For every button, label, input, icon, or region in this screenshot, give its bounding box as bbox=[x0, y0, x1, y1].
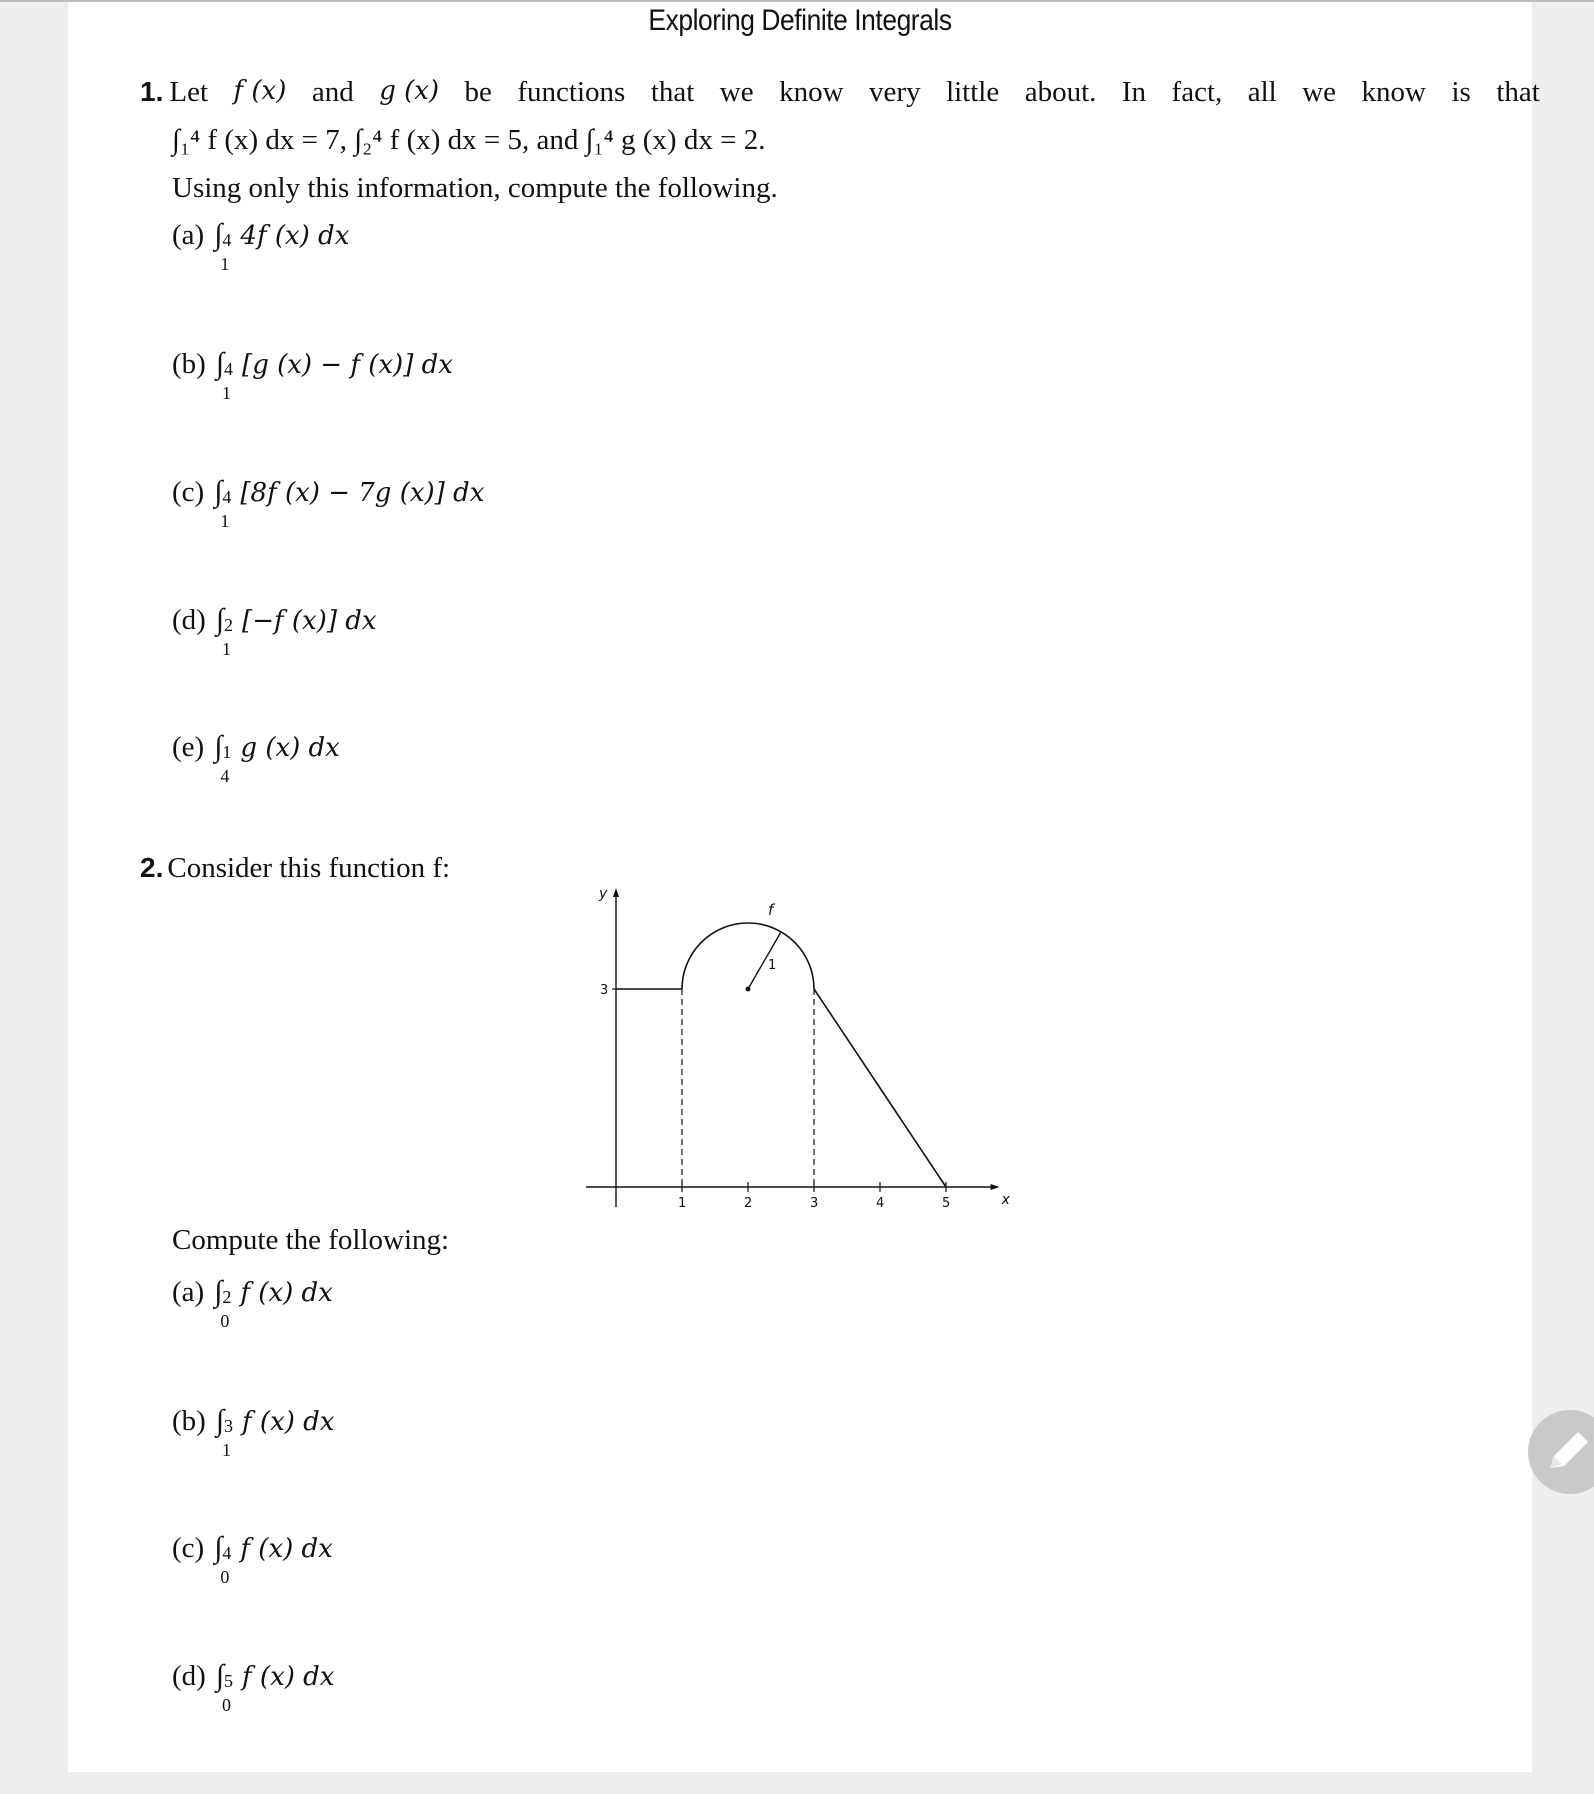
function-graph bbox=[586, 882, 1088, 1212]
part-label: (d) bbox=[172, 604, 206, 636]
q1-part-c bbox=[172, 475, 485, 531]
part-label: (e) bbox=[172, 731, 205, 763]
q1-intro-word: very bbox=[869, 76, 921, 108]
x-tick-label: 2 bbox=[744, 1196, 753, 1211]
q1-intro-word: g (x) bbox=[379, 76, 440, 106]
q1-intro-word: little bbox=[946, 76, 1000, 108]
lower-limit: 4 bbox=[220, 766, 230, 786]
upper-limit: 4 bbox=[222, 487, 232, 507]
part-label: (b) bbox=[172, 1405, 206, 1437]
q1-intro-word: is bbox=[1451, 76, 1471, 108]
q1-intro-word: and bbox=[311, 76, 354, 108]
pencil-icon bbox=[1540, 1424, 1594, 1480]
integrand: [g (x) − f (x)] dx bbox=[242, 350, 453, 380]
lower-limit: 1 bbox=[222, 1440, 232, 1460]
q1-intro-line bbox=[140, 76, 1540, 109]
part-label: (d) bbox=[172, 1660, 206, 1692]
integrand: g (x) dx bbox=[240, 733, 340, 763]
upper-limit: 2 bbox=[224, 615, 234, 635]
integral-sign: ∫ bbox=[215, 1404, 225, 1437]
q2-part-c bbox=[172, 1531, 333, 1587]
integrand: f (x) dx bbox=[242, 1407, 335, 1437]
lower-limit: 0 bbox=[222, 1695, 232, 1715]
lower-limit: 0 bbox=[220, 1311, 230, 1331]
upper-limit: 5 bbox=[224, 1671, 234, 1691]
page-title: Exploring Definite Integrals bbox=[648, 4, 952, 37]
q1-given-integrals: ∫₁⁴ f (x) dx = 7, ∫₂⁴ f (x) dx = 5, and ∫₁⁴ g (x) dx = 2. bbox=[172, 124, 766, 156]
q1-intro-word: fact, bbox=[1171, 76, 1223, 108]
integrand: [−f (x)] dx bbox=[242, 606, 377, 636]
x-tick-label: 4 bbox=[876, 1196, 885, 1211]
q2-part-d bbox=[172, 1659, 335, 1715]
integral-sign: ∫ bbox=[214, 730, 223, 763]
x-tick-label: 5 bbox=[942, 1196, 951, 1211]
q1-part-a bbox=[172, 218, 350, 274]
upper-limit: 4 bbox=[222, 1543, 232, 1563]
q1-intro-word: Let bbox=[169, 76, 209, 108]
integral-sign: ∫ bbox=[215, 603, 225, 636]
integral-sign: ∫ bbox=[214, 218, 223, 251]
q1-intro-word: f (x) bbox=[233, 76, 287, 106]
upper-limit: 1 bbox=[222, 742, 232, 762]
upper-limit: 3 bbox=[224, 1416, 234, 1436]
y-axis-label: y bbox=[599, 886, 608, 902]
part-label: (a) bbox=[172, 219, 205, 251]
edit-button[interactable] bbox=[1528, 1410, 1594, 1494]
integral-sign: ∫ bbox=[214, 475, 223, 508]
upper-limit: 2 bbox=[222, 1287, 232, 1307]
radius-label: 1 bbox=[768, 958, 777, 973]
x-axis-label: x bbox=[1001, 1192, 1010, 1208]
integrand: f (x) dx bbox=[240, 1534, 333, 1564]
q2-intro-text: Consider this function f: bbox=[167, 852, 451, 884]
part-label: (c) bbox=[172, 476, 205, 508]
integral-sign: ∫ bbox=[214, 1531, 223, 1564]
lower-limit: 1 bbox=[222, 383, 232, 403]
integral-sign: ∫ bbox=[214, 1275, 223, 1308]
q1-intro-word: In bbox=[1121, 76, 1147, 108]
lower-limit: 1 bbox=[220, 511, 230, 531]
q1-intro-word: be bbox=[464, 76, 492, 108]
part-label: (b) bbox=[172, 348, 206, 380]
integral-sign: ∫ bbox=[215, 347, 225, 380]
q2-number: 2. bbox=[140, 852, 164, 883]
integrand: f (x) dx bbox=[240, 1278, 333, 1308]
lower-limit: 1 bbox=[220, 254, 230, 274]
q1-intro-word: about. bbox=[1024, 76, 1097, 108]
part-label: (c) bbox=[172, 1532, 205, 1564]
q1-instruction: Using only this information, compute the following. bbox=[172, 172, 778, 204]
integrand: f (x) dx bbox=[242, 1662, 335, 1692]
part-label: (a) bbox=[172, 1276, 205, 1308]
q1-intro-word: that bbox=[1496, 76, 1540, 108]
function-label: f bbox=[768, 901, 774, 919]
q2-part-a bbox=[172, 1275, 333, 1331]
q1-intro-word: we bbox=[719, 76, 754, 108]
document-page bbox=[68, 2, 1540, 1772]
q1-intro-word: know bbox=[1361, 76, 1426, 108]
lower-limit: 1 bbox=[222, 639, 232, 659]
q1-intro-word: functions bbox=[517, 76, 626, 108]
x-tick-label: 1 bbox=[678, 1196, 687, 1211]
q1-part-b bbox=[172, 347, 453, 403]
q2-intro bbox=[140, 852, 450, 885]
q1-intro-word: that bbox=[650, 76, 695, 108]
x-axis-arrow bbox=[991, 1184, 1000, 1190]
lower-limit: 0 bbox=[220, 1567, 230, 1587]
q1-intro-word: we bbox=[1302, 76, 1337, 108]
upper-limit: 4 bbox=[222, 230, 232, 250]
integrand: [8f (x) − 7g (x)] dx bbox=[240, 478, 485, 508]
q2-compute-instruction: Compute the following: bbox=[172, 1224, 450, 1256]
q1-number: 1. bbox=[140, 76, 164, 107]
integral-sign: ∫ bbox=[215, 1659, 225, 1692]
function-segment bbox=[814, 989, 946, 1187]
q1-intro-word: all bbox=[1247, 76, 1277, 108]
upper-limit: 4 bbox=[224, 359, 234, 379]
y-axis-arrow bbox=[613, 888, 619, 897]
q1-part-e bbox=[172, 730, 340, 786]
x-tick-label: 3 bbox=[810, 1196, 819, 1211]
y-tick-label: 3 bbox=[600, 983, 609, 998]
integrand: 4f (x) dx bbox=[240, 221, 350, 251]
function-semicircle bbox=[682, 923, 814, 989]
q1-intro-word: know bbox=[779, 76, 844, 108]
q1-part-d bbox=[172, 603, 377, 659]
q2-part-b bbox=[172, 1404, 335, 1460]
